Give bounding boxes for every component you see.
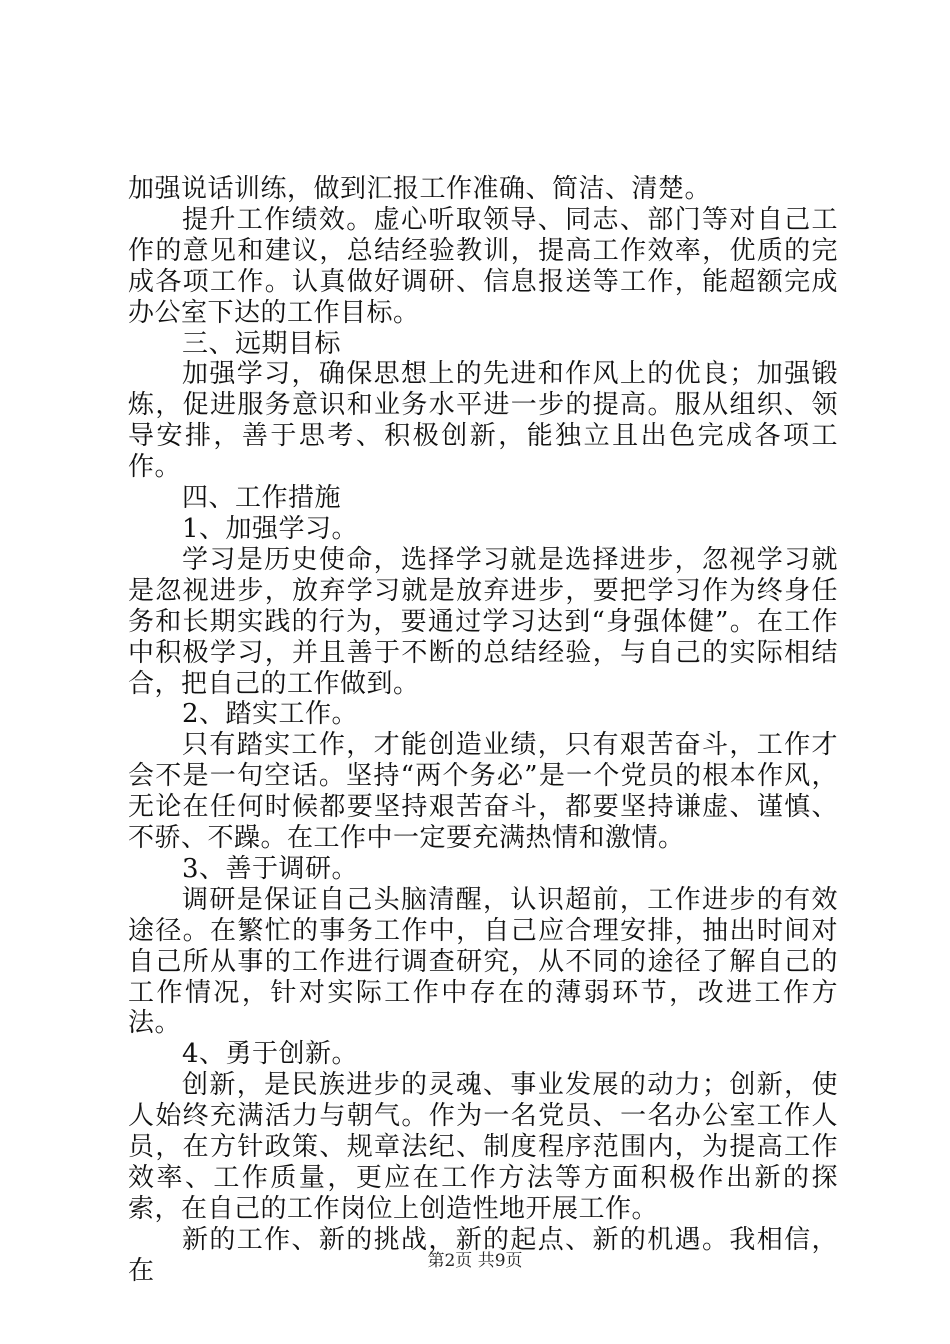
section-heading-work-measures: 四、工作措施 xyxy=(182,483,342,514)
paragraph-long-term-goals: 加强学习，确保思想上的先进和作风上的优良；加强锻炼，促进服务意识和业务水平进一步的提高。服从组织、领导安排，善于思考、积极创新，能独立且出色完成各项工作。 xyxy=(128,359,838,483)
subheading-innovation: 4、勇于创新。 xyxy=(182,1039,359,1070)
paragraph-research: 调研是保证自己头脑清醒，认识超前，工作进步的有效途径。在繁忙的事务工作中，自己应合理安排，抽出时间对自己所从事的工作进行调查研究，从不同的途径了解自己的工作情况，针对实际工作中存在的薄弱环节，改进工作方法。 xyxy=(128,884,838,1039)
paragraph-innovation: 创新，是民族进步的灵魂、事业发展的动力；创新，使人始终充满活力与朝气。作为一名党员、一名办公室工作人员，在方针政策、规章法纪、制度程序范围内，为提高工作效率、工作质量，更应在工作方法等方面积极作出新的探索，在自己的工作岗位上创造性地开展工作。 xyxy=(128,1070,838,1224)
section-heading-long-term-goals: 三、远期目标 xyxy=(182,328,342,359)
paragraph-study: 学习是历史使命，选择学习就是选择进步，忽视学习就是忽视进步，放弃学习就是放弃进步，要把学习作为终身任务和长期实践的行为，要通过学习达到“身强体健”。在工作中积极学习，并且善于不断的总结经验，与自己的实际相结合，把自己的工作做到。 xyxy=(128,544,838,699)
paragraph-closing: 新的工作、新的挑战，新的起点、新的机遇。我相信，在 xyxy=(128,1224,838,1286)
paragraph-solid-work: 只有踏实工作，才能创造业绩，只有艰苦奋斗，工作才会不是一句空话。坚持“两个务必”是一个党员的根本作风，无论在任何时候都要坚持艰苦奋斗，都要坚持谦虚、谨慎、不骄、不躁。在工作中一定要充满热情和激情。 xyxy=(128,730,838,854)
page-number: 第2页 共9页 xyxy=(427,1251,523,1271)
paragraph-performance: 提升工作绩效。虚心听取领导、同志、部门等对自己工作的意见和建议，总结经验教训，提高工作效率，优质的完成各项工作。认真做好调研、信息报送等工作，能超额完成办公室下达的工作目标。 xyxy=(128,204,838,328)
subheading-study: 1、加强学习。 xyxy=(182,513,359,544)
paragraph-continuation: 加强说话训练，做到汇报工作准确、简洁、清楚。 xyxy=(128,174,712,204)
document-body xyxy=(128,174,838,1287)
subheading-solid-work: 2、踏实工作。 xyxy=(182,699,359,730)
subheading-research: 3、善于调研。 xyxy=(182,853,359,884)
